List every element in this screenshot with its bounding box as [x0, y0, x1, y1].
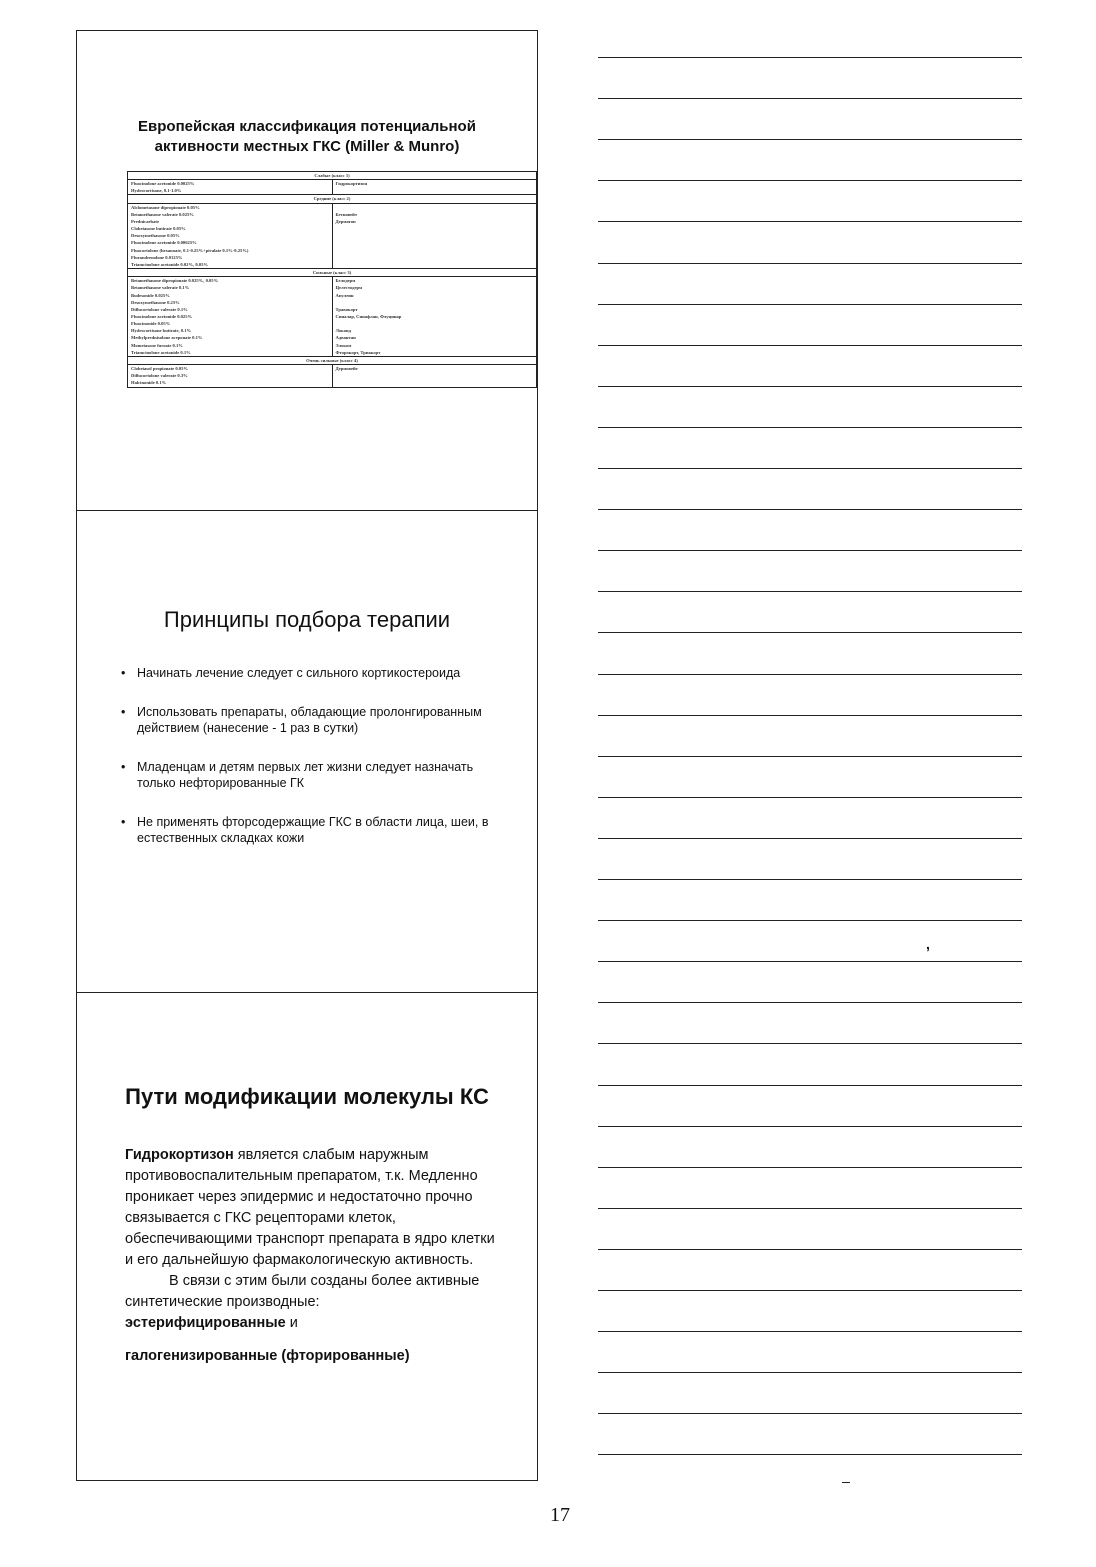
drug-cell: Betamethasone valerate 0.025% — [128, 211, 333, 218]
drug-cell: Alclometasone dipropionate 0.05% — [128, 203, 333, 211]
slide-body — [125, 1145, 505, 1367]
paragraph — [125, 1145, 505, 1271]
paragraph: В связи с этим были созданы более активные синтетические производные: — [125, 1273, 480, 1310]
note-line — [598, 879, 1022, 880]
slide-title: Европейская классификация потенциальной активности местных ГКС (Miller & Munro) — [138, 118, 476, 155]
page-number: 17 — [550, 1504, 570, 1526]
brand-cell: Бетновейт — [335, 211, 358, 217]
drug-cell: Diflucortolone valerate 0.1% — [128, 306, 333, 313]
note-line — [598, 57, 1022, 58]
table-row — [128, 225, 537, 232]
table-row — [128, 342, 537, 349]
table-row — [128, 254, 537, 261]
group-label: Очень сильные (класс 4) — [128, 356, 537, 364]
table-row — [128, 284, 537, 291]
drug-cell: Flurandrenolone 0.0125% — [128, 254, 333, 261]
drug-cell: Triamcinolone acetonide 0.02%, 0.05% — [128, 261, 333, 269]
note-line — [598, 920, 1022, 921]
note-line — [598, 304, 1022, 305]
table-row — [128, 292, 537, 299]
brand-cell — [332, 261, 537, 269]
brand-cell — [332, 247, 537, 254]
brand-cell — [332, 239, 537, 246]
table-row — [128, 327, 537, 334]
drug-cell: Clobetasol propionate 0.05% — [128, 365, 333, 373]
drug-cell: Triamcinolone acetonide 0.1% — [128, 349, 333, 357]
drug-cell: Fluocinolone acetonide 0.0025% — [128, 180, 333, 188]
bullet-item — [121, 704, 501, 736]
drug-cell: Desoxymethasone 0.25% — [128, 299, 333, 306]
table-row — [128, 306, 537, 313]
brand-cell: Гидрокортизон — [335, 181, 368, 187]
table-row — [128, 372, 537, 379]
brand-cell: Элоком — [335, 342, 352, 348]
stray-mark: , — [926, 936, 930, 952]
note-line — [598, 838, 1022, 839]
note-line — [598, 1413, 1022, 1414]
note-line — [598, 756, 1022, 757]
note-line — [598, 180, 1022, 181]
brand-cell: Апулеин — [335, 292, 354, 298]
brand-cell — [332, 372, 537, 379]
note-line — [598, 1126, 1022, 1127]
bullet-icon: • — [121, 760, 126, 774]
note-line — [598, 1002, 1022, 1003]
table-row — [128, 218, 537, 225]
drug-cell: Fluocinolone acetonide 0.025% — [128, 313, 333, 320]
table-row — [128, 232, 537, 239]
table-row — [128, 277, 537, 285]
table-row — [128, 349, 537, 357]
brand-cell: Целестодерм — [335, 285, 363, 291]
group-label: Слабые (класс 1) — [128, 172, 537, 180]
stray-dash — [842, 1482, 850, 1483]
brand-cell: Дермовейт — [335, 366, 358, 372]
slides-column — [76, 30, 538, 1481]
table-group-header — [128, 195, 537, 203]
brand-cell: Фторокорт, Триакорт — [332, 349, 537, 357]
term-esterified: эстерифицированные — [125, 1315, 286, 1331]
bullet-icon: • — [121, 666, 126, 680]
brand-cell: Белодерм — [335, 278, 356, 284]
bullet-text: Использовать препараты, обладающие пролонгированным действием (нанесение - 1 раз в сутки) — [137, 705, 482, 735]
brand-cell: Дерматоп — [335, 218, 356, 224]
slide-title: Пути модификации молекулы КС — [125, 1084, 489, 1109]
drug-cell: Halcinonide 0.1% — [128, 379, 333, 387]
note-line — [598, 263, 1022, 264]
brand-cell — [332, 232, 537, 239]
note-line — [598, 468, 1022, 469]
drug-cell: Betamethasone valerate 0.1% — [128, 284, 333, 291]
brand-cell: Адвантан — [335, 335, 356, 341]
table-group-header — [128, 356, 537, 364]
paragraph — [125, 1313, 505, 1334]
note-line — [598, 139, 1022, 140]
paragraph — [125, 1346, 505, 1367]
note-line — [598, 1454, 1022, 1455]
brand-cell — [332, 187, 537, 195]
brand-cell — [332, 379, 537, 387]
note-line — [598, 591, 1022, 592]
note-line — [598, 1331, 1022, 1332]
drug-cell: Budesonide 0.025% — [128, 292, 333, 299]
table-row — [128, 180, 537, 188]
drug-cell: Fluocortolone (hexanoate, 0.1-0.25%+pivalate 0.1%-0.25%) — [128, 247, 333, 254]
drug-cell: Methylprednisolone aceponate 0.1% — [128, 334, 333, 341]
note-line — [598, 386, 1022, 387]
bullet-icon: • — [121, 705, 126, 719]
table-group-header — [128, 269, 537, 277]
drug-cell: Betamethasone dipropionate 0.025%, 0.05% — [128, 277, 333, 285]
table-row — [128, 379, 537, 387]
note-line — [598, 1290, 1022, 1291]
drug-cell: Desoxymethasone 0.05% — [128, 232, 333, 239]
brand-cell — [332, 299, 537, 306]
table-row — [128, 187, 537, 195]
table-row — [128, 211, 537, 218]
brand-cell: Локоид — [335, 328, 351, 334]
note-line — [598, 797, 1022, 798]
classification-table — [127, 171, 537, 439]
bullet-item — [121, 665, 501, 681]
note-line — [598, 509, 1022, 510]
slide-classification — [77, 31, 537, 511]
note-line — [598, 1085, 1022, 1086]
note-line — [598, 98, 1022, 99]
note-line — [598, 1043, 1022, 1044]
note-line — [598, 715, 1022, 716]
bullet-icon: • — [121, 815, 126, 829]
slide-title: Принципы подбора терапии — [163, 607, 451, 632]
table-row — [128, 247, 537, 254]
drug-cell: Fluocinolone acetonide 0.00625% — [128, 239, 333, 246]
group-label: Сильные (класс 3) — [128, 269, 537, 277]
bullet-item — [121, 814, 501, 846]
bullet-text: Младенцам и детям первых лет жизни следует назначать только нефторированные ГК — [137, 760, 474, 790]
note-line — [598, 1208, 1022, 1209]
note-line — [598, 427, 1022, 428]
note-line — [598, 632, 1022, 633]
drug-cell: Fluocinonide 0.05% — [128, 320, 333, 327]
note-line — [598, 1167, 1022, 1168]
note-line — [598, 221, 1022, 222]
bullet-text: Начинать лечение следует с сильного кортикостероида — [137, 666, 461, 680]
note-line — [598, 1249, 1022, 1250]
slide-therapy-principles — [77, 511, 537, 993]
brand-cell: Синалар, Синафлан, Флуцинар — [335, 313, 402, 319]
table-row — [128, 365, 537, 373]
bullet-text: Не применять фторсодержащие ГКС в области лица, шеи, в естественных складках кожи — [137, 815, 489, 845]
slide-molecule-modification — [77, 993, 537, 1480]
table-row — [128, 261, 537, 269]
brand-cell: Травокорт — [335, 306, 358, 312]
brand-cell — [332, 225, 537, 232]
table-row — [128, 320, 537, 327]
drug-cell: Clobetasone butirate 0.05% — [128, 225, 333, 232]
note-line — [598, 345, 1022, 346]
table-group-header — [128, 172, 537, 180]
notes-lines-area — [598, 0, 1022, 1500]
drug-cell: Diflucortolone valerate 0.3% — [128, 372, 333, 379]
table-row — [128, 239, 537, 246]
paragraph-text: является слабым наружным противовоспалительным препаратом, т.к. Медленно проникает через эпидермис и недостаточно прочно связывается с ГКС рецепторами клеток, обеспечивающими транспорт препарата в ядро клетки и его дальнейшую фармакологическую активность. — [125, 1147, 495, 1268]
drug-cell: Prednicarbate — [128, 218, 333, 225]
group-label: Средние (класс 2) — [128, 195, 537, 203]
drug-cell: Hydrocortisone, 0.1-1.0% — [128, 187, 333, 195]
table-row — [128, 203, 537, 211]
table-row — [128, 299, 537, 306]
table-row — [128, 313, 537, 320]
table-row — [128, 334, 537, 341]
term-halogenated: галогенизированные (фторированные) — [125, 1348, 410, 1364]
note-line — [598, 1372, 1022, 1373]
brand-cell — [332, 203, 537, 211]
note-line — [598, 961, 1022, 962]
brand-cell — [332, 320, 537, 327]
bullet-list — [121, 665, 501, 869]
drug-cell: Mometasone furoate 0.1% — [128, 342, 333, 349]
drug-cell: Hydrocortisone butirate, 0.1% — [128, 327, 333, 334]
note-line — [598, 550, 1022, 551]
brand-cell — [332, 254, 537, 261]
note-line — [598, 674, 1022, 675]
term-hydrocortisone: Гидрокортизон — [125, 1147, 234, 1163]
conjunction: и — [285, 1315, 298, 1331]
classification-table-body — [128, 172, 537, 388]
bullet-item — [121, 759, 501, 791]
